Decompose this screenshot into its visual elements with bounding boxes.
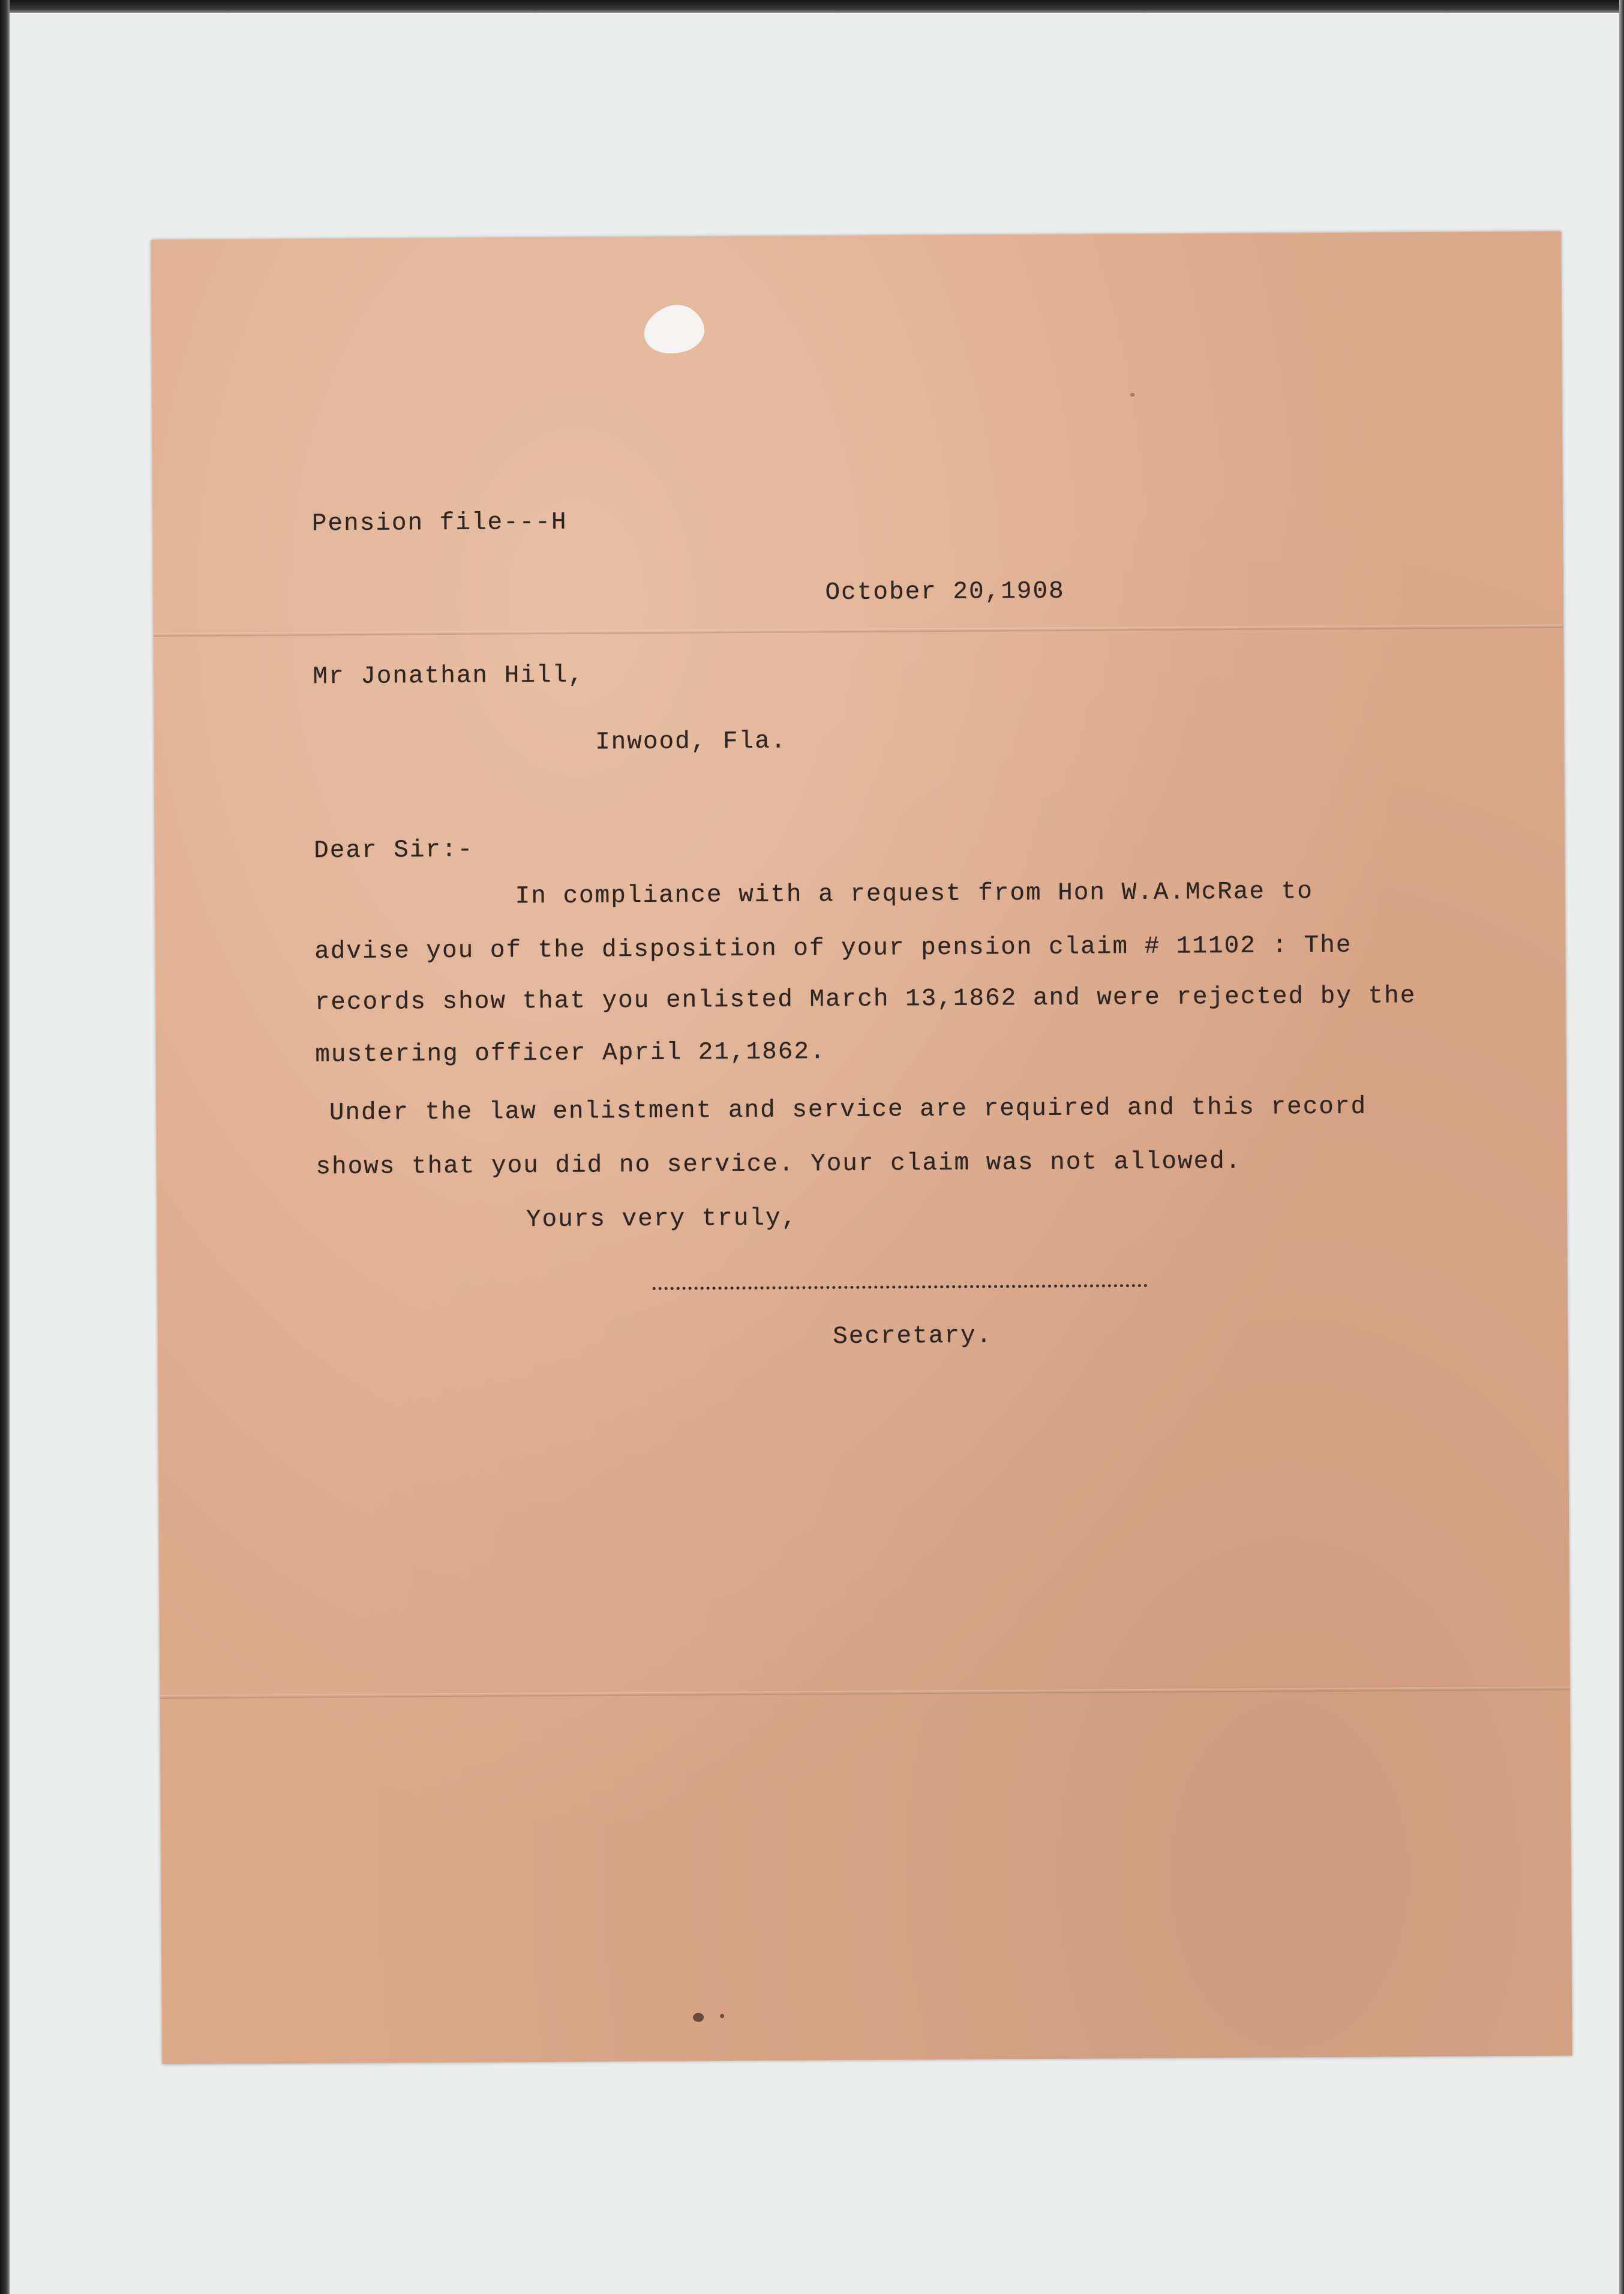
recipient-name: Mr Jonathan Hill, (313, 661, 584, 691)
body-line: advise you of the disposition of your pension claim # 11102 : The (314, 931, 1352, 966)
body-line: mustering officer April 21,1862. (315, 1038, 826, 1069)
paper-fold-upper (154, 625, 1563, 637)
body-line: Under the law enlistment and service are required and this record (329, 1093, 1367, 1127)
recipient-location: Inwood, Fla. (595, 727, 787, 757)
salutation: Dear Sir:- (314, 836, 474, 865)
body-line: records show that you enlisted March 13,1862 and were rejected by the (314, 982, 1416, 1017)
file-reference: Pension file---H (311, 508, 568, 538)
scan-edge-left (0, 0, 10, 2294)
closing: Yours very truly, (526, 1204, 798, 1234)
paper-damage-hole (638, 298, 710, 362)
body-line: In compliance with a request from Hon W.A.McRae to (515, 878, 1314, 911)
letter-date: October 20,1908 (825, 577, 1065, 607)
scan-edge-right (1619, 0, 1624, 2294)
body-line: shows that you did no service. Your claim was not allowed. (316, 1147, 1242, 1182)
signature-title: Secretary. (833, 1322, 993, 1351)
scan-edge-top (0, 0, 1624, 13)
ink-speck (693, 2013, 704, 2022)
paper-fold-lower (160, 1687, 1570, 1699)
signature-line (653, 1284, 1148, 1290)
ink-speck (720, 2014, 724, 2018)
ink-speck (1130, 393, 1135, 397)
letter-sheet (151, 232, 1572, 2064)
